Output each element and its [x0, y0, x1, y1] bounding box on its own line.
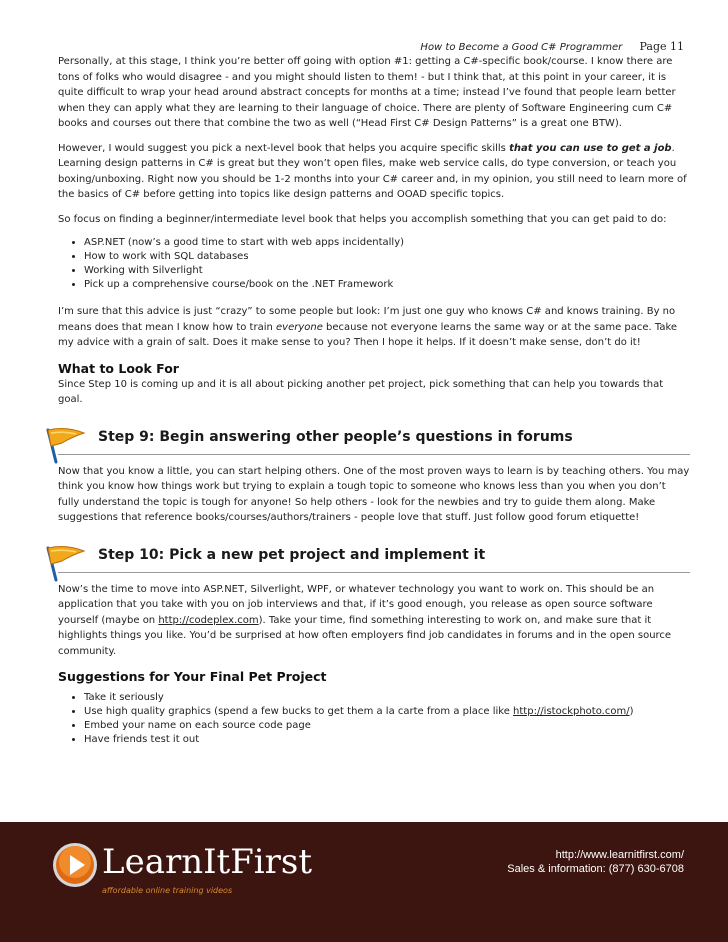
- list-item: [84, 705, 690, 719]
- skills-list: [58, 236, 690, 292]
- document-title: How to Become a Good C# Programmer: [420, 42, 623, 53]
- istockphoto-link[interactable]: http://istockphoto.com/: [513, 706, 630, 717]
- suggestion-text: Use high quality graphics (spend a few bucks to get them a la carte from a place like: [84, 706, 514, 717]
- list-item: • Have friends test it out: [84, 733, 690, 747]
- main-content: [58, 54, 690, 759]
- list-item: • How to work with SQL databases: [84, 250, 690, 264]
- logo-tagline: affordable online training videos: [102, 886, 233, 895]
- list-item: • Pick up a comprehensive course/book on the .NET Framework: [84, 278, 690, 292]
- learnitfirst-logo: [52, 840, 372, 910]
- list-item: • Embed your name on each source code page: [84, 719, 690, 733]
- intro-p2-text: However, I would suggest you pick a next-level book that helps you acquire specific skills: [58, 142, 510, 154]
- intro-paragraph-3: So focus on finding a beginner/intermediate level book that helps you accomplish something that you can get paid to do:: [58, 213, 667, 225]
- intro-p4-text: I’m sure that this advice is just “crazy” to some people but look: I’m just one guy who knows C# and knows training. By no means does that mean I know how to train: [58, 306, 676, 333]
- step-9-text: Now that you know a little, you can start helping others. One of the most proven ways to learn is by teaching others. You may think you know how things work but trying to explain a tough topic to someone who knows less than you when you don’t fully understand the topic is tough for anyone! So help others - look for the newbies and try to guide them along. Make suggestions that reference books/courses/authors/trainers - people love that stuff. Just follow good forum etiquette!: [58, 465, 690, 523]
- step-10-text-end: ). Take your time, find something interesting to work on, and make sure that it highlights things you like. You’d be surprised at how often employers find job candidates in forums and in the open source community.: [58, 614, 672, 657]
- running-header: [420, 40, 684, 53]
- suggestions-heading: Suggestions for Your Final Pet Project: [58, 669, 327, 684]
- intro-paragraph-1: Personally, at this stage, I think you’re better off going with option #1: getting a C#-specific book/course. I know there are tons of folks who would disagree - and you might should listen to them! - but I think that, at this point in your career, it is quite difficult to wrap your head around abstract concepts for months at a time; instead I’ve found that people learn better when they can apply what they are learning to their language of choice. There are plenty of Software Engineering cum C# books and courses out there that combine the two as well (“Head First C# Design Patterns” is a great one BTW).: [58, 56, 676, 129]
- intro-p2-text-end: . Learning design patterns in C# is great but they won’t open files, make web service calls, do type conversion, or teach you boxing/unboxing. Right now you should be 1-2 months into your C# career and, in my opinion, you still need to learn more of the basics of C# before getting into topics like design patterns and OOAD specific topics.: [58, 142, 687, 200]
- suggestions-list: [58, 691, 690, 747]
- step-10-header: [42, 542, 690, 576]
- what-to-look-for-text: Since Step 10 is coming up and it is all about picking another pet project, pick something that can help you towards that goal.: [58, 378, 664, 405]
- footer-sales-info: Sales & information: (877) 630-6708: [507, 863, 684, 875]
- step-10-text-start: Now’s the time to move into ASP.NET, Silverlight, WPF, or whatever technology you want to work on. This should be an application that you take with you on job interviews and that, if it’s good enough, you release as open source software yourself (maybe on: [58, 583, 655, 626]
- step-10-title: Step 10: Pick a new pet project and implement it: [98, 546, 486, 563]
- step-9-title: Step 9: Begin answering other people’s questions in forums: [98, 428, 573, 445]
- pennant-flag-icon: [42, 424, 86, 464]
- codeplex-link[interactable]: http://codeplex.com: [158, 614, 259, 626]
- step-10-text: [58, 582, 690, 660]
- step-9-header: [42, 424, 690, 458]
- play-button-icon: [52, 842, 98, 888]
- what-to-look-for-heading: What to Look For: [58, 360, 179, 376]
- footer-contact: [507, 848, 684, 876]
- footer-banner: [0, 822, 728, 942]
- emphasis-get-a-job: that you can use to get a job: [509, 142, 672, 154]
- list-item: • ASP.NET (now’s a good time to start with web apps incidentally): [84, 236, 690, 250]
- pennant-flag-icon: [42, 542, 86, 582]
- emphasis-everyone: everyone: [276, 321, 323, 333]
- logo-wordmark: LearnItFirst: [102, 842, 313, 882]
- step-10-divider: [58, 572, 690, 573]
- intro-paragraph-2: [58, 141, 690, 203]
- footer-url[interactable]: http://www.learnitfirst.com/: [555, 849, 684, 861]
- list-item: • Take it seriously: [84, 691, 690, 705]
- suggestion-text-end: ): [629, 706, 634, 717]
- step-9-divider: [58, 454, 690, 455]
- page-number: Page 11: [639, 40, 684, 53]
- list-item: • Working with Silverlight: [84, 264, 690, 278]
- intro-paragraph-4: [58, 304, 690, 351]
- intro-p4-text-end: because not everyone learns the same way or at the same pace. Take my advice with a grain of salt. Does it make sense to you? Then I hope it helps. If it doesn’t make sense, don’t do it!: [58, 321, 678, 348]
